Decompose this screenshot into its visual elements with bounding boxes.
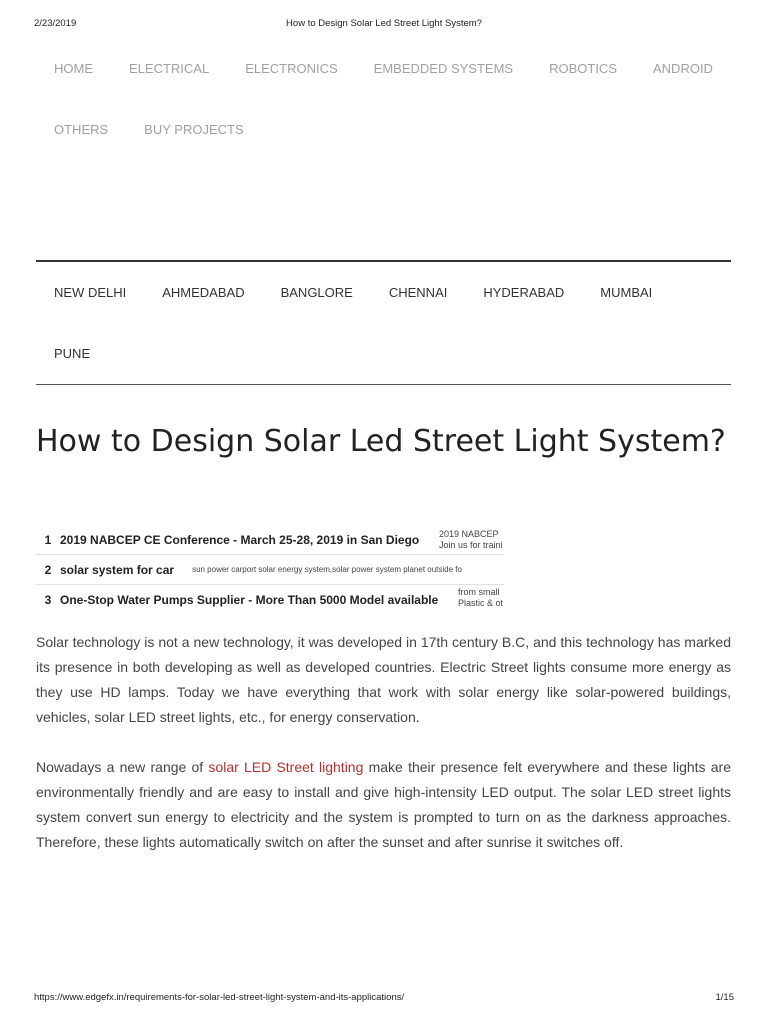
nav-android[interactable]: ANDROID [653,61,713,76]
nav-others[interactable]: OTHERS [54,122,109,137]
nav-city-hyderabad[interactable]: HYDERABAD [483,285,565,300]
article-body [36,630,731,880]
article-paragraph [36,755,731,855]
print-date: 2/23/2019 [34,18,77,29]
nav-electrical[interactable]: ELECTRICAL [129,61,210,76]
nav-city-mumbai[interactable]: MUMBAI [600,285,653,300]
nav-city-chennai[interactable]: CHENNAI [388,285,448,300]
ad-item[interactable] [36,555,504,585]
article-paragraph: Solar technology is not a new technology, it was developed in 17th century B.C, and this technology has marked its presence in both developing as well as developed countries. Electric Street lights consume more energy as they use HD lamps. Today we have everything that work with solar energy like solar-powered buildings, vehicles, solar LED street lights, etc., for energy conservation. [36,634,731,725]
ad-item[interactable] [36,525,504,555]
ad-description-line: from small [458,587,500,597]
ad-title[interactable]: One-Stop Water Pumps Supplier - More Than 5000 Model available [60,592,439,607]
main-navigation [36,38,736,160]
nav-divider-bottom [36,384,731,385]
print-title: How to Design Solar Led Street Light System? [286,18,482,29]
city-navigation [36,262,736,384]
ad-number: 3 [44,592,52,607]
print-header [0,18,768,32]
ad-number: 2 [44,562,52,577]
ad-list [36,525,504,612]
ad-description-line: Join us for traini [439,540,503,550]
ad-description-line: Plastic & ot [458,598,504,608]
ad-title[interactable]: solar system for car [60,562,175,577]
nav-robotics[interactable]: ROBOTICS [549,61,617,76]
page-number: 1/15 [715,992,734,1003]
paragraph-text: make their presence felt everywhere and these lights are environmentally friendly and are easy to install and give high-intensity LED output. The solar LED street lights system convert sun energy to electricity and the system is prompted to turn on as the darkness approaches. Therefore, these lights automatically switch on after the sunset and after sunrise it switches off. [36,759,732,850]
print-url: https://www.edgefx.in/requirements-for-solar-led-street-light-system-and-its-applications/ [34,992,405,1003]
nav-city-ahmedabad[interactable]: AHMEDABAD [162,285,245,300]
print-footer [0,992,768,1006]
nav-city-pune[interactable]: PUNE [54,346,91,361]
nav-city-banglore[interactable]: BANGLORE [280,285,353,300]
nav-city-new-delhi[interactable]: NEW DELHI [54,285,127,300]
ad-title[interactable]: 2019 NABCEP CE Conference - March 25-28, 2019 in San Diego [60,532,420,547]
article-title: How to Design Solar Led Street Light System? [36,424,726,459]
ad-description [439,529,503,551]
ad-description: sun power carport solar energy system,solar power system planet outside fo [192,565,462,574]
nav-home[interactable]: HOME [54,61,93,76]
ad-item[interactable] [36,585,504,612]
paragraph-text: Nowadays a new range of [36,759,209,775]
ad-number: 1 [44,532,52,547]
ad-description-line: 2019 NABCEP [439,529,499,539]
ad-description [458,587,503,609]
solar-led-street-lighting-link[interactable]: solar LED Street lighting [208,759,364,775]
nav-embedded-systems[interactable]: EMBEDDED SYSTEMS [373,61,514,76]
nav-buy-projects[interactable]: BUY PROJECTS [144,122,244,137]
nav-electronics[interactable]: ELECTRONICS [245,61,338,76]
